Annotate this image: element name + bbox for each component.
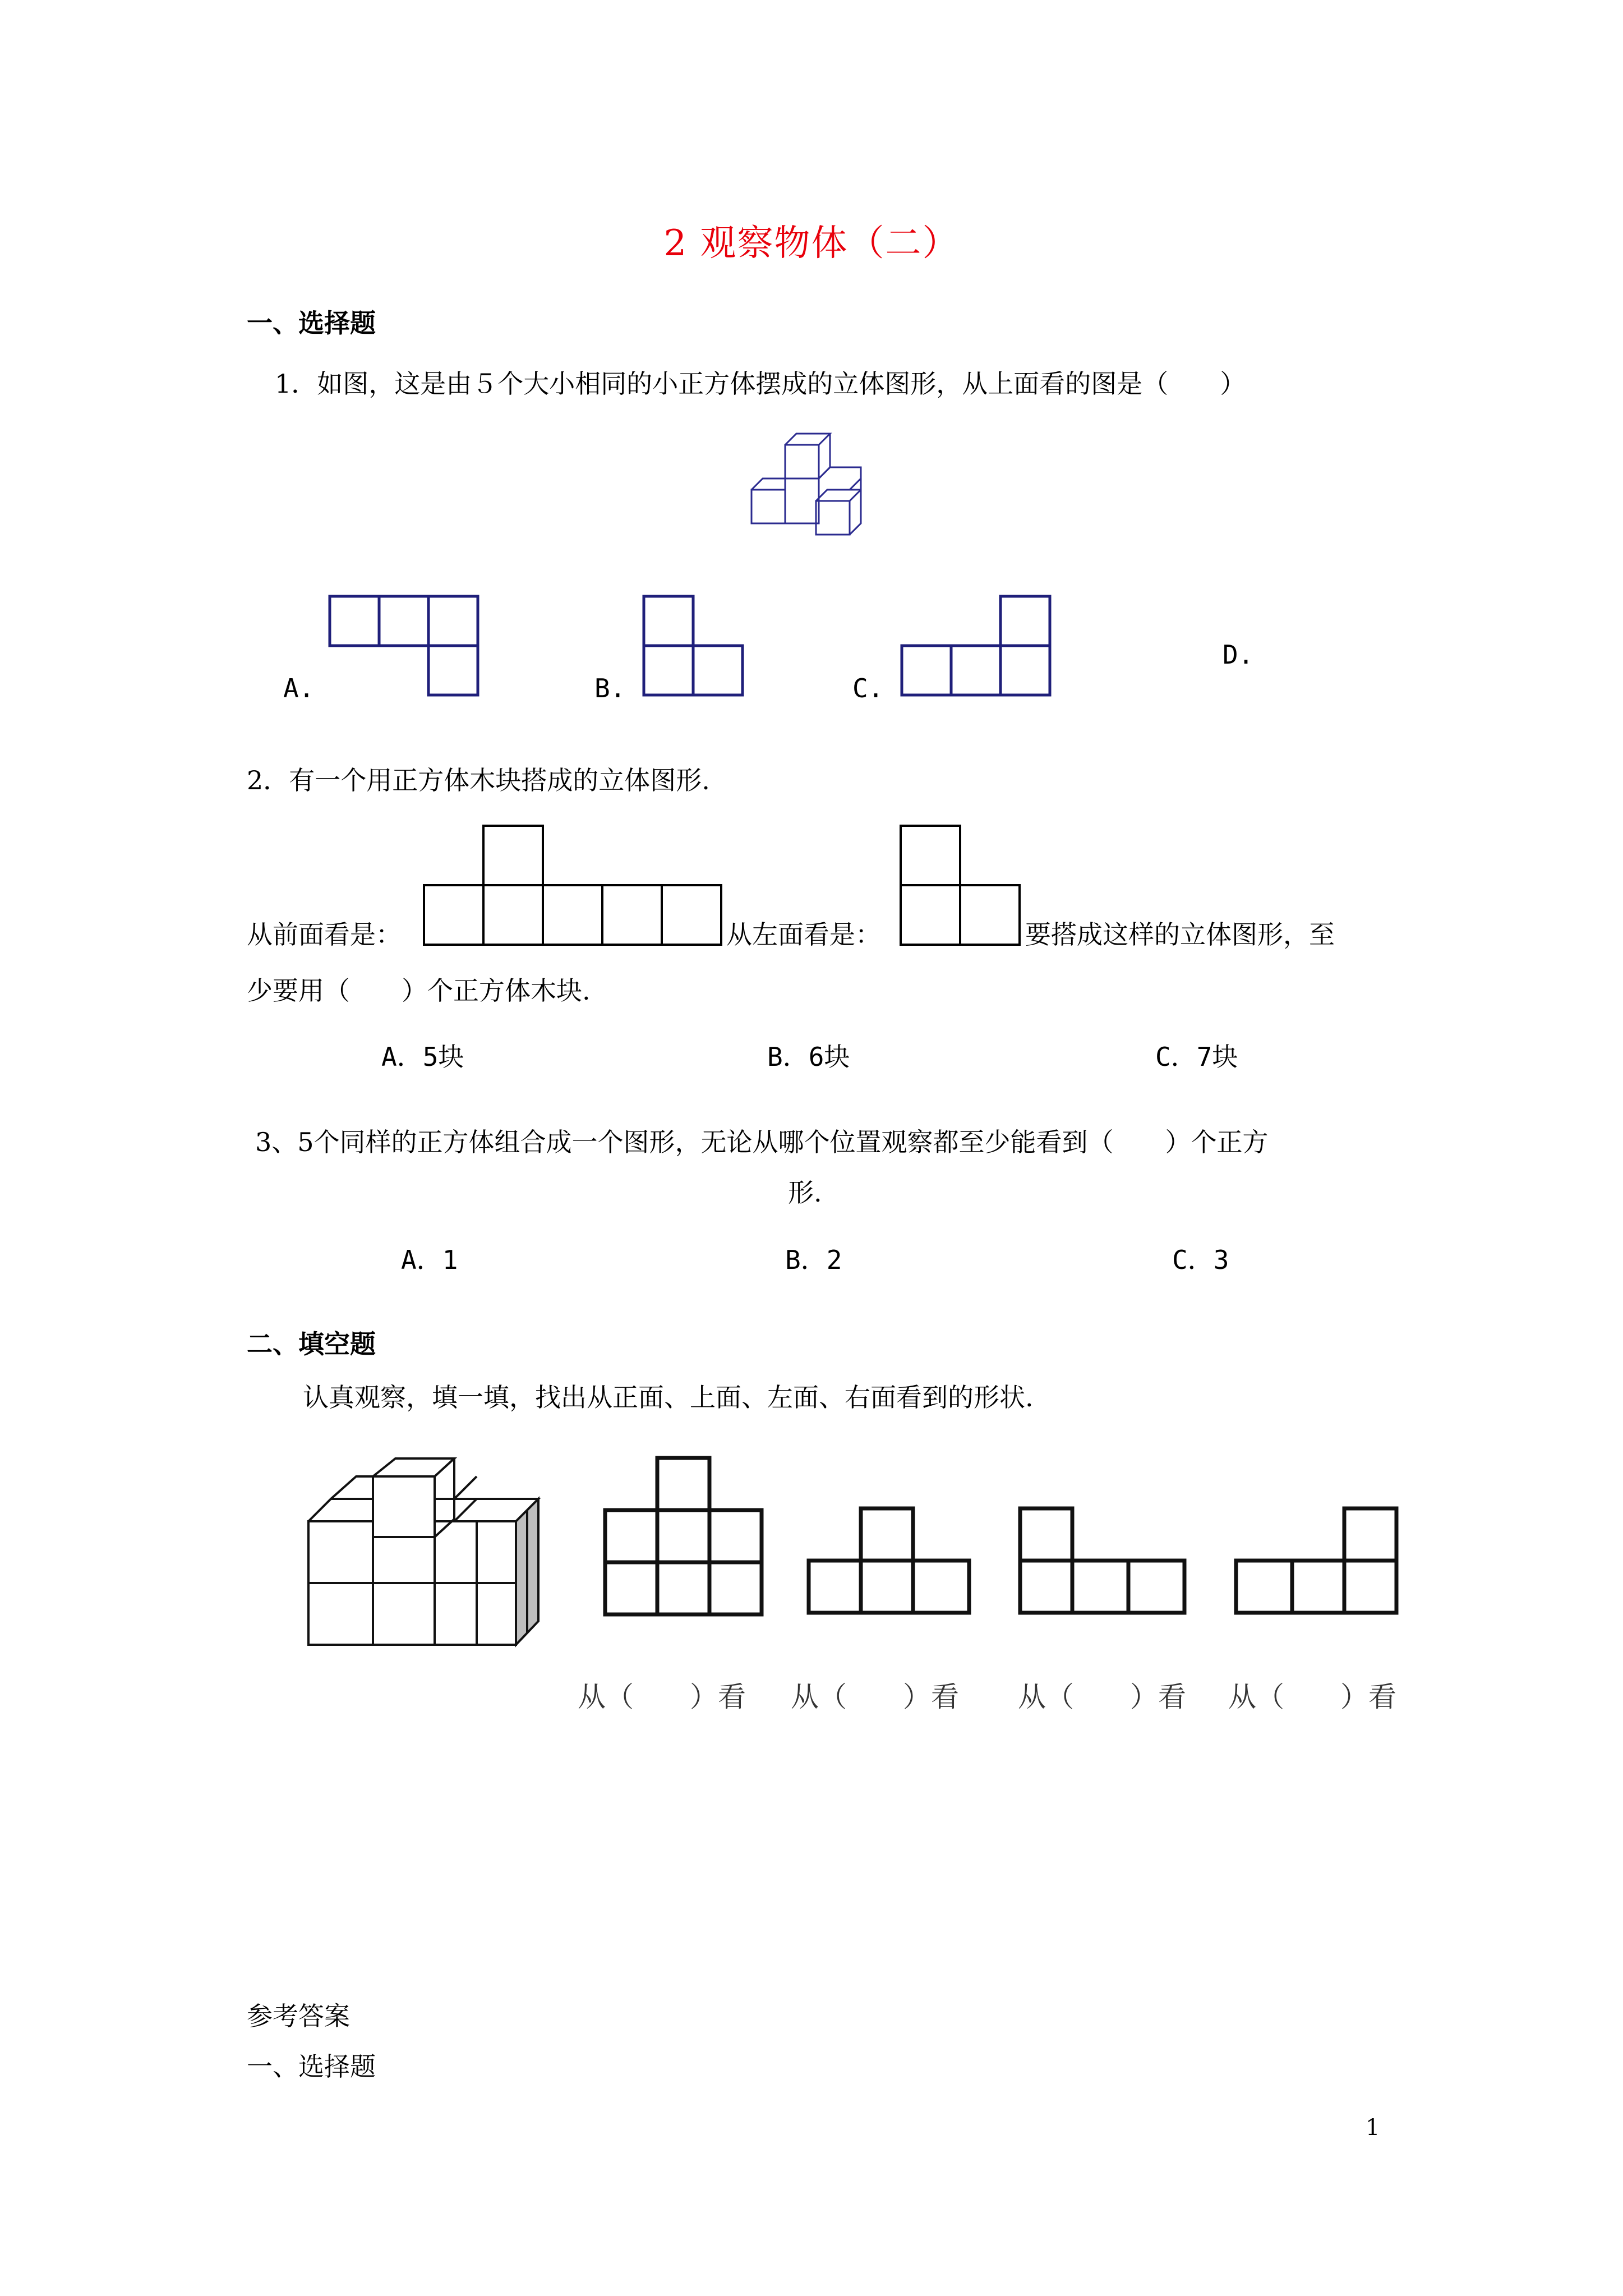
section-heading-fill: 二、填空题	[247, 1329, 376, 1359]
section-2-instruction: 认真观察，填一填，找出从正面、上面、左面、右面看到的形状.	[303, 1382, 1034, 1412]
q1-option-a-label: A.	[283, 673, 315, 703]
question-1-cube-figure	[740, 424, 886, 569]
q3-option-a[interactable]: A．1	[401, 1245, 458, 1275]
q1-option-a-figure[interactable]	[328, 595, 479, 701]
q1-option-c-label: C.	[852, 673, 884, 703]
question-3-line1: 3、5个同样的正方体组合成一个图形，无论从哪个位置观察都至少能看到（ ）个正方	[255, 1127, 1269, 1157]
q2-left-view-figure	[897, 825, 1026, 948]
view-figure-3	[1018, 1506, 1192, 1618]
question-3-line2: 形.	[788, 1177, 822, 1208]
q2-tail-text: 要搭成这样的立体图形，至	[1025, 919, 1335, 950]
view-label-1: 从（ ）看	[578, 1681, 746, 1713]
page-number: 1	[1366, 2115, 1380, 2141]
question-2-intro: 2．有一个用正方体木块搭成的立体图形.	[247, 765, 710, 795]
q1-option-c-figure[interactable]	[900, 595, 1057, 701]
q2-left-label: 从左面看是：	[726, 919, 881, 950]
section-2-block-figure	[303, 1453, 561, 1621]
section-heading-choice: 一、选择题	[247, 308, 376, 338]
q2-front-label: 从前面看是：	[247, 919, 402, 950]
page-title: 2 观察物体（二）	[663, 223, 960, 264]
q1-option-b-label: B.	[594, 673, 626, 703]
view-figure-4	[1234, 1506, 1408, 1618]
view-label-2: 从（ ）看	[791, 1681, 959, 1713]
q2-option-b[interactable]: B．6块	[767, 1042, 850, 1072]
question-1-text: 1．如图，这是由５个大小相同的小正方体摆成的立体图形，从上面看的图是（ ）	[275, 369, 1246, 399]
q3-option-b[interactable]: B．2	[785, 1245, 842, 1275]
q1-option-d-label[interactable]: D.	[1223, 639, 1254, 670]
q2-front-view-figure	[421, 825, 729, 948]
q3-option-c[interactable]: C．3	[1172, 1245, 1229, 1275]
q2-option-a[interactable]: A．5块	[381, 1042, 464, 1072]
view-label-4: 从（ ）看	[1228, 1681, 1396, 1713]
view-figure-2	[806, 1506, 975, 1618]
answers-section-1: 一、选择题	[247, 2051, 376, 2082]
q1-option-b-figure[interactable]	[642, 595, 749, 701]
q2-line2: 少要用（ ）个正方体木块.	[247, 976, 591, 1006]
view-label-3: 从（ ）看	[1018, 1681, 1186, 1713]
q2-option-c[interactable]: C．7块	[1155, 1042, 1238, 1072]
answers-heading: 参考答案	[247, 2001, 350, 2031]
view-figure-1	[603, 1456, 766, 1618]
